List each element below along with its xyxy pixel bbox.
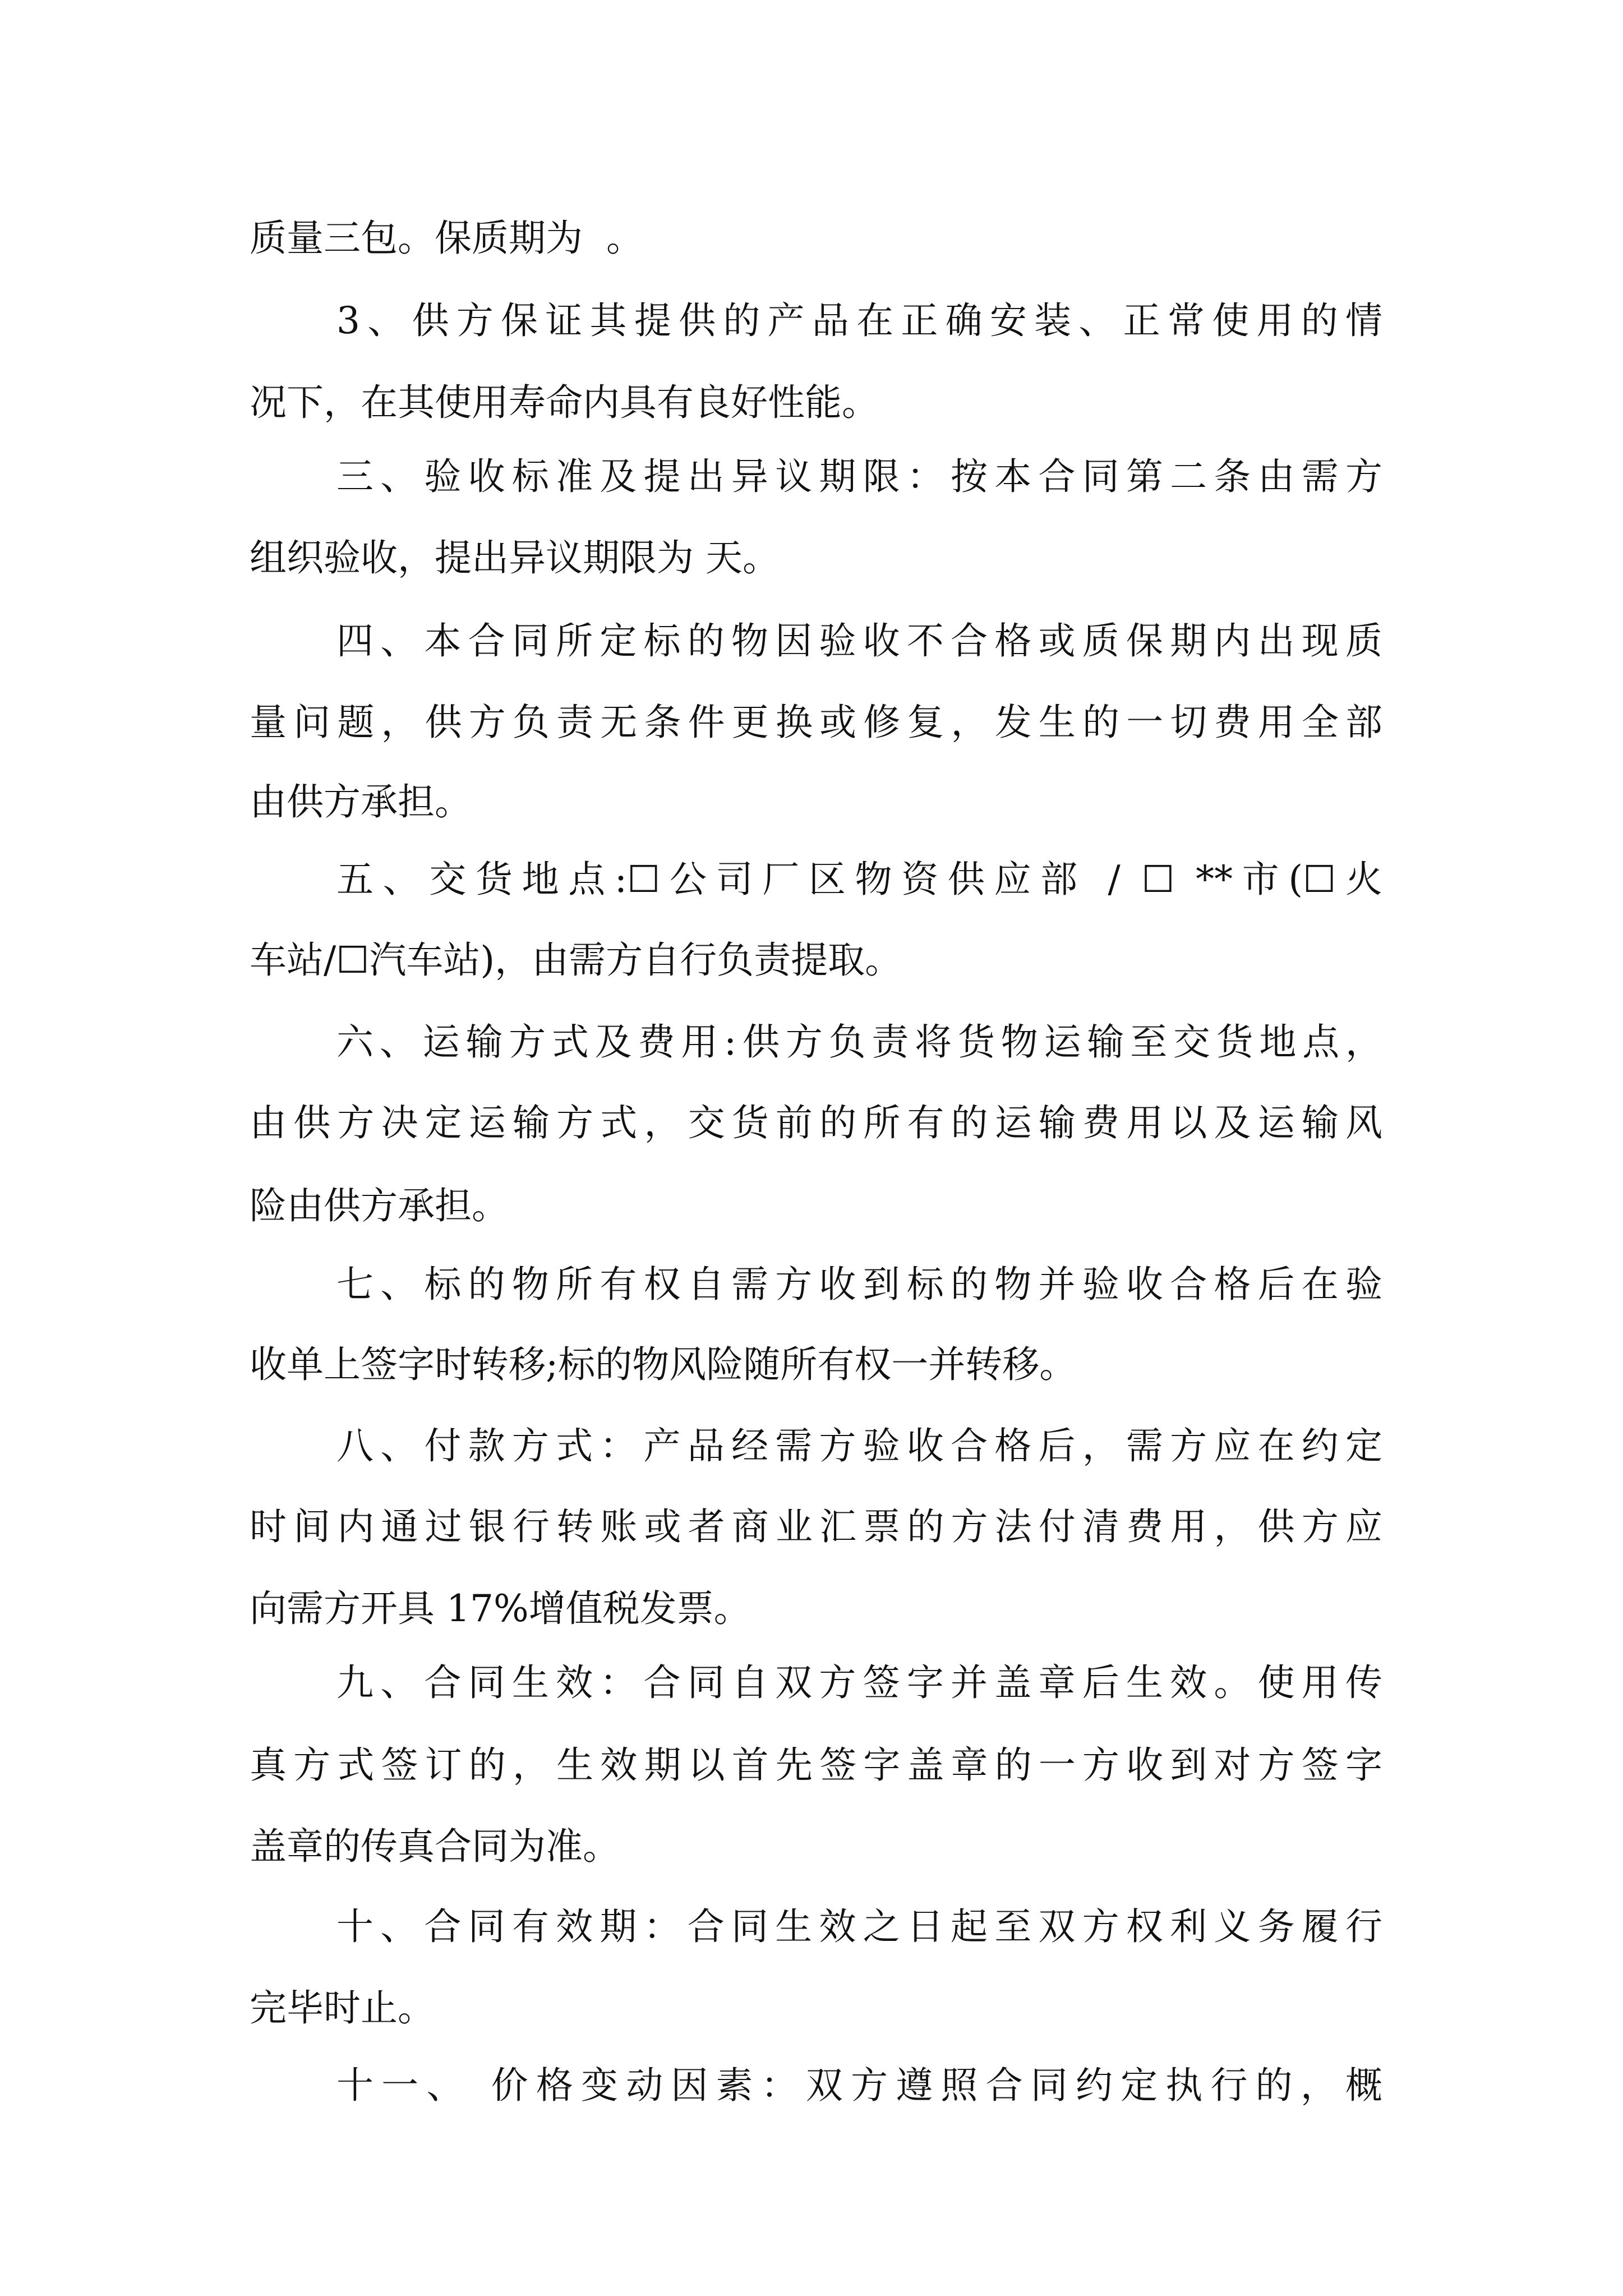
document-line: 由供方承担。: [250, 780, 472, 823]
document-line: 险由供方承担。: [250, 1184, 509, 1227]
document-line: 十、合同有效期：合同生效之日起至双方权利义务履行: [336, 1905, 1382, 1948]
document-line: 组织验收，提出异议期限为 天。: [250, 536, 780, 579]
document-line: 况下，在其使用寿命内具有良好性能。: [250, 381, 879, 424]
document-line: 向需方开具 17%增值税发票。: [250, 1587, 751, 1630]
document-line: 三、验收标准及提出异议期限：按本合同第二条由需方: [336, 455, 1382, 498]
document-line: 质量三包。保质期为 。: [250, 217, 643, 260]
document-line: 量问题，供方负责无条件更换或修复，发生的一切费用全部: [250, 701, 1382, 744]
document-line: 十一、 价格变动因素：双方遵照合同约定执行的，概: [336, 2064, 1382, 2107]
document-line: 八、付款方式：产品经需方验收合格后，需方应在约定: [336, 1424, 1382, 1467]
document-line: 车站/☐汽车站)，由需方自行负责提取。: [250, 938, 902, 982]
document-line: 六、运输方式及费用:供方负责将货物运输至交货地点，: [336, 1020, 1382, 1064]
document-line: 七、标的物所有权自需方收到标的物并验收合格后在验: [336, 1263, 1382, 1306]
document-line: 完毕时止。: [250, 1986, 435, 2030]
document-line: 五、交货地点:☐公司厂区物资供应部 / ☐ **市(☐火: [336, 858, 1382, 901]
document-line: 时间内通过银行转账或者商业汇票的方法付清费用，供方应: [250, 1505, 1382, 1548]
document-line: 真方式签订的，生效期以首先签字盖章的一方收到对方签字: [250, 1743, 1382, 1787]
document-line: 四、本合同所定标的物因验收不合格或质保期内出现质: [336, 619, 1382, 662]
document-line: 3、供方保证其提供的产品在正确安装、正常使用的情: [336, 299, 1382, 342]
document-line: 收单上签字时转移;标的物风险随所有权一并转移。: [250, 1343, 1077, 1386]
document-line: 由供方决定运输方式，交货前的所有的运输费用以及运输风: [250, 1101, 1382, 1144]
document-line: 九、合同生效：合同自双方签字并盖章后生效。使用传: [336, 1661, 1382, 1704]
document-line: 盖章的传真合同为准。: [250, 1825, 620, 1868]
